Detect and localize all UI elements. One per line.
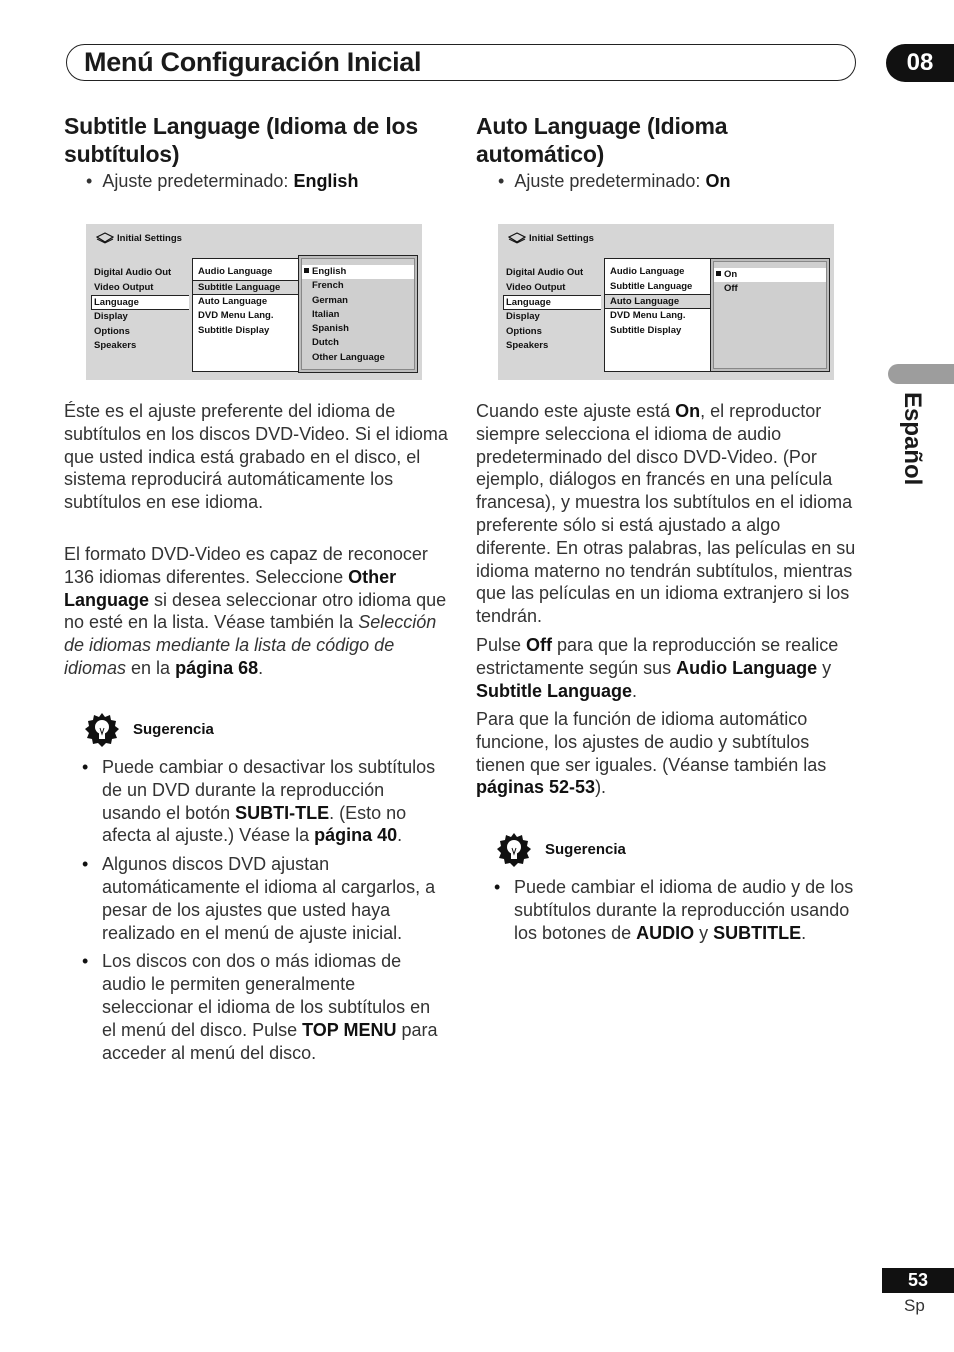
auto-language-screen (498, 224, 834, 380)
screen-option-item: English (302, 265, 414, 279)
screen-option-item: Dutch (312, 337, 339, 349)
screen-submenu-item: Subtitle Language (193, 280, 317, 295)
default-prefix: Ajuste predeterminado: (102, 171, 294, 191)
list-item: • Algunos discos DVD ajustan automáticamente el idioma al cargarlos, a pesar de los ajustes que usted haya realizado en el menú de ajuste inicial. (64, 853, 448, 944)
default-value: On (705, 171, 731, 191)
screen-submenu (604, 258, 712, 372)
screen-menu-item: Speakers (506, 340, 549, 351)
default-prefix: Ajuste predeterminado: (514, 171, 706, 191)
auto-language-heading: Auto Language (Idioma automático) (476, 113, 728, 167)
screen-submenu-item: DVD Menu Lang. (198, 310, 274, 321)
page-number: 53 (882, 1268, 954, 1293)
auto-default-setting (498, 170, 730, 192)
disc-icon (508, 232, 526, 244)
tip-label: Sugerencia (545, 841, 626, 858)
chapter-badge: 08 (886, 44, 954, 82)
screen-option-item: French (312, 280, 344, 292)
screen-menu-item: Language (503, 295, 601, 310)
screen-submenu-item: Auto Language (605, 294, 711, 309)
screen-main-menu (94, 266, 189, 354)
screen-submenu-item: Subtitle Language (610, 280, 693, 292)
page-language-code: Sp (904, 1296, 925, 1315)
screen-menu-item: Speakers (94, 340, 137, 351)
subtitle-para-1: Éste es el ajuste preferente del idioma de subtítulos en los discos DVD-Video. Si el idioma que usted indica está grabado en el disco, el sistema reproducirá automáticamente los subtítulos en ese idioma. (64, 401, 448, 513)
screen-title: Initial Settings (117, 232, 182, 244)
bullet-icon: • (86, 171, 93, 191)
page-title: Menú Configuración Inicial (84, 47, 422, 77)
subtitle-language-heading: Subtitle Language (Idioma de los subtítulos) (64, 113, 418, 167)
disc-icon (96, 232, 114, 244)
auto-para-3: Para que la función de idioma automático funcione, los ajustes de audio y subtítulos tienen que ser iguales. (Véanse también las páginas 52-53). (476, 709, 827, 798)
screen-title-row (96, 232, 182, 244)
auto-tips-list (476, 876, 860, 944)
current-marker-icon (716, 271, 721, 276)
subtitle-language-screen (86, 224, 422, 380)
lightbulb-icon (84, 712, 120, 748)
screen-main-menu (506, 266, 601, 354)
screen-option-item: Other Language (312, 351, 385, 363)
default-value: English (293, 171, 359, 191)
screen-menu-item: Digital Audio Out (506, 267, 584, 278)
screen-option-item: German (312, 294, 348, 306)
screen-submenu-item: Audio Language (610, 266, 685, 277)
screen-menu-item: Display (94, 311, 128, 322)
screen-options (710, 258, 830, 372)
screen-submenu-item: Auto Language (198, 295, 268, 307)
screen-menu-item: Display (506, 311, 540, 322)
screen-option-item: Italian (312, 308, 340, 320)
screen-title: Initial Settings (529, 232, 594, 244)
lightbulb-icon (496, 832, 532, 868)
language-tab-label: Español (899, 392, 926, 486)
language-tab-marker (888, 364, 954, 384)
screen-submenu-item: DVD Menu Lang. (610, 310, 686, 321)
screen-menu-item: Options (94, 325, 130, 337)
screen-menu-item: Options (506, 325, 542, 337)
list-item: • Puede cambiar o desactivar los subtítulos de un DVD durante la reproducción usando el botón SUBTI-TLE. (Esto no afecta al ajuste.) Véase la página 40. (64, 756, 448, 847)
tip-label: Sugerencia (133, 721, 214, 738)
subtitle-default-setting (86, 170, 358, 192)
screen-submenu-item: Subtitle Display (610, 324, 682, 336)
screen-options (298, 255, 418, 373)
auto-para-2: Pulse Off para que la reproducción se realice estrictamente según sus Audio Language y Subtitle Language. (476, 635, 839, 701)
screen-option-item: Spanish (312, 323, 349, 335)
screen-option-item: Off (724, 283, 738, 295)
current-marker-icon (304, 268, 309, 273)
screen-menu-item: Digital Audio Out (94, 267, 172, 278)
screen-submenu-item: Subtitle Display (198, 324, 270, 336)
list-item: • Los discos con dos o más idiomas de audio le permiten generalmente seleccionar el idioma de los subtítulos en el menú del disco. Pulse TOP MENU para acceder al menú del disco. (64, 950, 448, 1064)
list-item: • Puede cambiar el idioma de audio y de los subtítulos durante la reproducción usando los botones de AUDIO y SUBTITLE. (476, 876, 860, 944)
screen-menu-item: Video Output (506, 281, 566, 293)
auto-para-1: Cuando este ajuste está On, el reproductor siempre selecciona el idioma de audio predeterminado del disco DVD-Video. (Por ejemplo, diálogos en francés en una película francesa), y muestra los subtítulos en el idioma preferente sólo si está ajustado a algo diferente. En otras palabras, las películas en su idioma materno no tendrán subtítulos, mientras que las películas en un idioma extranjero si los tendrán. (476, 401, 856, 627)
screen-option-item: On (714, 268, 826, 282)
bullet-icon: • (498, 171, 505, 191)
subtitle-para-2: El formato DVD-Video es capaz de reconocer 136 idiomas diferentes. Seleccione Other Language si desea seleccionar otro idioma que no esté en la lista. Véase también la Selección de idiomas mediante la lista de código de idiomas en la página 68. (64, 544, 447, 678)
screen-menu-item: Language (91, 295, 189, 310)
screen-title-row (508, 232, 594, 244)
screen-submenu-item: Audio Language (198, 266, 273, 277)
subtitle-tips-list (64, 756, 448, 1064)
screen-menu-item: Video Output (94, 281, 154, 293)
